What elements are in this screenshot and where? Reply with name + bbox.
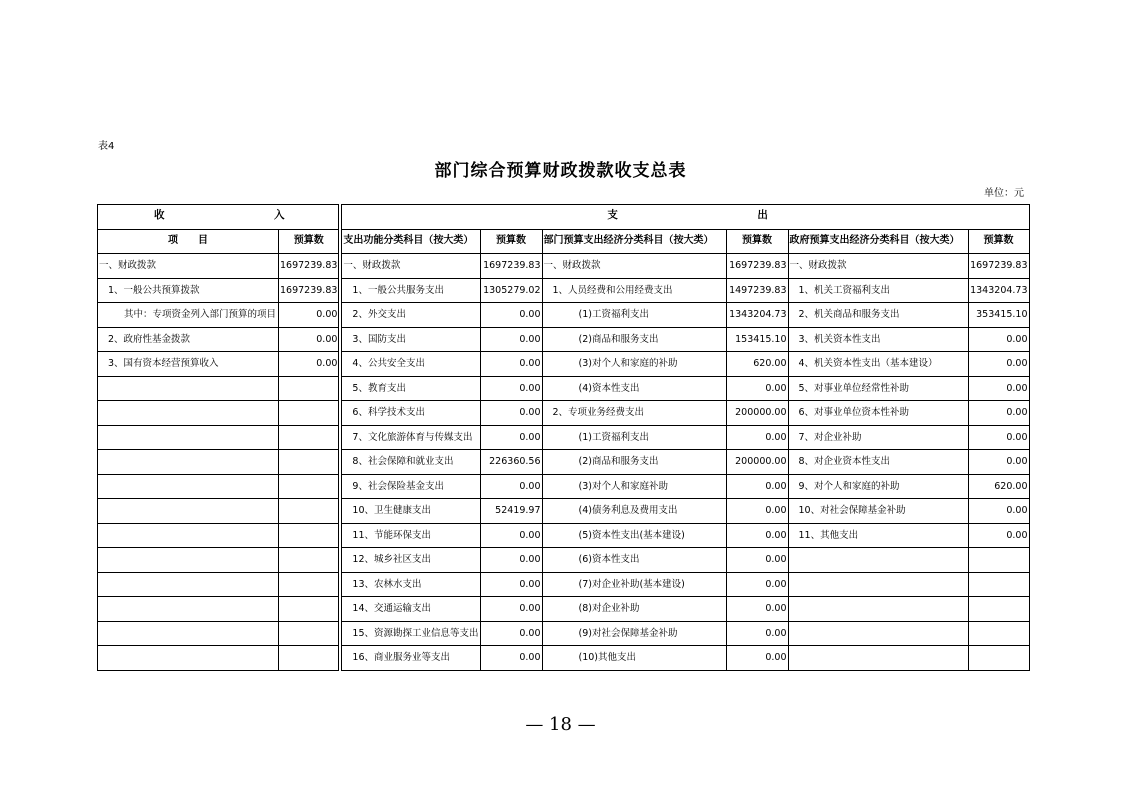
- func-amount: 52419.97: [480, 499, 542, 524]
- gov-econ-item: 9、对个人和家庭的补助: [788, 474, 968, 499]
- gov-econ-amount: 0.00: [968, 401, 1029, 426]
- income-item: 一、财政拨款: [98, 254, 279, 279]
- gov-econ-amount: 353415.10: [968, 303, 1029, 328]
- income-amount: [279, 572, 339, 597]
- table-row: [98, 499, 1030, 524]
- func-item: 16、商业服务业等支出: [342, 646, 480, 671]
- gov-econ-item: [788, 621, 968, 646]
- unit-label: 单位：元: [984, 188, 1024, 199]
- dept-econ-amount: 0.00: [726, 548, 788, 573]
- func-item: 13、农林水支出: [342, 572, 480, 597]
- gov-econ-amount: 0.00: [968, 425, 1029, 450]
- dept-econ-item: (2)商品和服务支出: [542, 327, 726, 352]
- gov-econ-amount: 0.00: [968, 376, 1029, 401]
- table-number: 表4: [98, 141, 115, 152]
- expense-header-right: 出: [757, 208, 768, 221]
- header-row-main: [98, 205, 1030, 230]
- table-row: [98, 523, 1030, 548]
- income-item: [98, 474, 279, 499]
- dept-econ-item: (3)对个人和家庭补助: [542, 474, 726, 499]
- dept-econ-amount: 0.00: [726, 376, 788, 401]
- gov-econ-amount: [968, 548, 1029, 573]
- gov-econ-item: 2、机关商品和服务支出: [788, 303, 968, 328]
- gov-econ-item: [788, 646, 968, 671]
- gov-econ-amount: 0.00: [968, 352, 1029, 377]
- income-amount: [279, 376, 339, 401]
- func-amount: 226360.56: [480, 450, 542, 475]
- table-body: [98, 254, 1030, 671]
- income-amount: 0.00: [279, 303, 339, 328]
- table-row: [98, 597, 1030, 622]
- gov-econ-amount: [968, 646, 1029, 671]
- dept-econ-item: (7)对企业补助(基本建设): [542, 572, 726, 597]
- income-item: [98, 523, 279, 548]
- gov-econ-amount: [968, 597, 1029, 622]
- income-header: [98, 205, 339, 230]
- gov-econ-item: 7、对企业补助: [788, 425, 968, 450]
- func-amount: 0.00: [480, 425, 542, 450]
- gov-econ-amount: 0.00: [968, 523, 1029, 548]
- income-amount: [279, 499, 339, 524]
- func-amount: 0.00: [480, 327, 542, 352]
- dept-econ-amount: 1343204.73: [726, 303, 788, 328]
- gov-econ-amount: [968, 621, 1029, 646]
- column-header-gov-econ: 政府预算支出经济分类科目（按大类）: [788, 229, 968, 254]
- func-amount: 0.00: [480, 523, 542, 548]
- dept-econ-item: (6)资本性支出: [542, 548, 726, 573]
- dept-econ-item: 1、人员经费和公用经费支出: [542, 278, 726, 303]
- dept-econ-item: (8)对企业补助: [542, 597, 726, 622]
- table-header: [98, 205, 1030, 254]
- func-amount: 0.00: [480, 303, 542, 328]
- table-row: [98, 303, 1030, 328]
- income-item: [98, 401, 279, 426]
- dept-econ-amount: 620.00: [726, 352, 788, 377]
- gov-econ-item: 5、对事业单位经常性补助: [788, 376, 968, 401]
- dept-econ-amount: 0.00: [726, 572, 788, 597]
- income-amount: [279, 597, 339, 622]
- func-amount: 0.00: [480, 572, 542, 597]
- column-header-budget: 预算数: [968, 229, 1029, 254]
- gov-econ-amount: 0.00: [968, 499, 1029, 524]
- func-amount: 0.00: [480, 621, 542, 646]
- func-item: 3、国防支出: [342, 327, 480, 352]
- gov-econ-item: 一、财政拨款: [788, 254, 968, 279]
- gov-econ-item: 1、机关工资福利支出: [788, 278, 968, 303]
- income-item: [98, 621, 279, 646]
- func-amount: 0.00: [480, 646, 542, 671]
- page-title: 部门综合预算财政拨款收支总表: [434, 161, 687, 181]
- func-item: 4、公共安全支出: [342, 352, 480, 377]
- func-amount: 0.00: [480, 474, 542, 499]
- header-row-columns: [98, 229, 1030, 254]
- dept-econ-item: (1)工资福利支出: [542, 303, 726, 328]
- func-amount: 0.00: [480, 376, 542, 401]
- dept-econ-amount: 153415.10: [726, 327, 788, 352]
- column-header-budget: 预算数: [726, 229, 788, 254]
- table-row: [98, 376, 1030, 401]
- dept-econ-item: (9)对社会保障基金补助: [542, 621, 726, 646]
- column-header-item: 项 目: [98, 229, 279, 254]
- gov-econ-item: 10、对社会保障基金补助: [788, 499, 968, 524]
- budget-table: [97, 204, 1030, 671]
- dept-econ-item: 一、财政拨款: [542, 254, 726, 279]
- table-row: [98, 401, 1030, 426]
- income-header-right: 入: [274, 208, 285, 221]
- dept-econ-item: 2、专项业务经费支出: [542, 401, 726, 426]
- income-amount: 0.00: [279, 352, 339, 377]
- func-amount: 0.00: [480, 548, 542, 573]
- func-item: 8、社会保障和就业支出: [342, 450, 480, 475]
- table-row: [98, 621, 1030, 646]
- expense-header-left: 支: [607, 208, 618, 221]
- gov-econ-item: 4、机关资本性支出（基本建设）: [788, 352, 968, 377]
- func-amount: 1305279.02: [480, 278, 542, 303]
- dept-econ-amount: 0.00: [726, 523, 788, 548]
- income-item: [98, 376, 279, 401]
- income-amount: [279, 450, 339, 475]
- gov-econ-item: 6、对事业单位资本性补助: [788, 401, 968, 426]
- income-item: 其中：专项资金列入部门预算的项目: [98, 303, 279, 328]
- income-item: [98, 499, 279, 524]
- column-header-budget: 预算数: [279, 229, 339, 254]
- func-amount: 1697239.83: [480, 254, 542, 279]
- gov-econ-amount: 1343204.73: [968, 278, 1029, 303]
- income-amount: [279, 548, 339, 573]
- gov-econ-item: 8、对企业资本性支出: [788, 450, 968, 475]
- dept-econ-amount: 0.00: [726, 597, 788, 622]
- func-item: 1、一般公共服务支出: [342, 278, 480, 303]
- column-header-dept-econ: 部门预算支出经济分类科目（按大类）: [542, 229, 726, 254]
- table-row: [98, 646, 1030, 671]
- page-number: — 18 —: [525, 714, 596, 735]
- func-item: 6、科学技术支出: [342, 401, 480, 426]
- dept-econ-amount: 200000.00: [726, 450, 788, 475]
- income-amount: [279, 425, 339, 450]
- func-item: 5、教育支出: [342, 376, 480, 401]
- income-header-left: 收: [154, 208, 165, 221]
- income-amount: 1697239.83: [279, 254, 339, 279]
- income-item: 2、政府性基金拨款: [98, 327, 279, 352]
- func-item: 10、卫生健康支出: [342, 499, 480, 524]
- income-amount: [279, 621, 339, 646]
- income-amount: 0.00: [279, 327, 339, 352]
- func-item: 一、财政拨款: [342, 254, 480, 279]
- dept-econ-item: (1)工资福利支出: [542, 425, 726, 450]
- gov-econ-amount: 0.00: [968, 450, 1029, 475]
- income-amount: [279, 401, 339, 426]
- dept-econ-amount: 1497239.83: [726, 278, 788, 303]
- gov-econ-item: 3、机关资本性支出: [788, 327, 968, 352]
- func-amount: 0.00: [480, 401, 542, 426]
- income-item: 3、国有资本经营预算收入: [98, 352, 279, 377]
- gov-econ-amount: 1697239.83: [968, 254, 1029, 279]
- table-row: [98, 548, 1030, 573]
- func-item: 11、节能环保支出: [342, 523, 480, 548]
- dept-econ-amount: 200000.00: [726, 401, 788, 426]
- func-amount: 0.00: [480, 597, 542, 622]
- gov-econ-item: [788, 572, 968, 597]
- gov-econ-item: [788, 597, 968, 622]
- table-row: [98, 278, 1030, 303]
- dept-econ-item: (4)债务利息及费用支出: [542, 499, 726, 524]
- income-item: 1、一般公共预算拨款: [98, 278, 279, 303]
- gov-econ-item: 11、其他支出: [788, 523, 968, 548]
- gov-econ-item: [788, 548, 968, 573]
- dept-econ-item: (4)资本性支出: [542, 376, 726, 401]
- gov-econ-amount: [968, 572, 1029, 597]
- column-header-func: 支出功能分类科目（按大类）: [342, 229, 480, 254]
- func-amount: 0.00: [480, 352, 542, 377]
- table-row: [98, 474, 1030, 499]
- income-amount: [279, 646, 339, 671]
- table-row: [98, 425, 1030, 450]
- dept-econ-item: (5)资本性支出(基本建设): [542, 523, 726, 548]
- gov-econ-amount: 0.00: [968, 327, 1029, 352]
- expense-header: [342, 205, 1029, 230]
- func-item: 2、外交支出: [342, 303, 480, 328]
- income-amount: 1697239.83: [279, 278, 339, 303]
- func-item: 9、社会保险基金支出: [342, 474, 480, 499]
- func-item: 15、资源勘探工业信息等支出: [342, 621, 480, 646]
- table-row: [98, 450, 1030, 475]
- income-item: [98, 572, 279, 597]
- dept-econ-amount: 1697239.83: [726, 254, 788, 279]
- dept-econ-amount: 0.00: [726, 499, 788, 524]
- dept-econ-item: (3)对个人和家庭的补助: [542, 352, 726, 377]
- func-item: 14、交通运输支出: [342, 597, 480, 622]
- dept-econ-amount: 0.00: [726, 621, 788, 646]
- income-amount: [279, 474, 339, 499]
- income-item: [98, 425, 279, 450]
- column-header-budget: 预算数: [480, 229, 542, 254]
- table-row: [98, 572, 1030, 597]
- func-item: 7、文化旅游体育与传媒支出: [342, 425, 480, 450]
- income-item: [98, 548, 279, 573]
- func-item: 12、城乡社区支出: [342, 548, 480, 573]
- dept-econ-amount: 0.00: [726, 474, 788, 499]
- income-item: [98, 450, 279, 475]
- income-item: [98, 597, 279, 622]
- dept-econ-item: (10)其他支出: [542, 646, 726, 671]
- income-item: [98, 646, 279, 671]
- table-row: [98, 352, 1030, 377]
- table-row: [98, 327, 1030, 352]
- dept-econ-amount: 0.00: [726, 425, 788, 450]
- gov-econ-amount: 620.00: [968, 474, 1029, 499]
- dept-econ-item: (2)商品和服务支出: [542, 450, 726, 475]
- table-row: [98, 254, 1030, 279]
- income-amount: [279, 523, 339, 548]
- dept-econ-amount: 0.00: [726, 646, 788, 671]
